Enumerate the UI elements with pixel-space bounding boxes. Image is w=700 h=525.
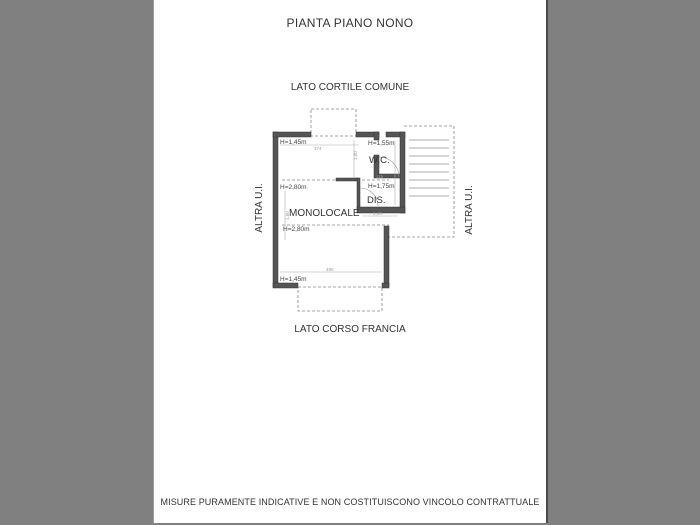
room-label-wc: W.C. <box>369 155 390 166</box>
dis-left-wall <box>357 178 360 209</box>
plan-title: PIANTA PIANO NONO <box>286 16 414 30</box>
floor-plan-sheet <box>153 0 548 523</box>
height-label: H=1,55m <box>368 140 395 147</box>
dimension-label: 374 <box>314 146 322 151</box>
dimension-label: 115 <box>376 174 384 179</box>
stair-outline <box>386 126 454 237</box>
dimension-label: 1,90 <box>353 151 358 160</box>
right-side-label: ALTRA U.I. <box>464 185 475 235</box>
right-wall-lower <box>384 226 389 287</box>
bottom-wall-left <box>273 283 298 288</box>
floor-plan-drawing <box>154 0 546 523</box>
height-label: H=1,45m <box>280 276 307 283</box>
wc-door-jamb <box>374 132 379 140</box>
height-label: H=2,80m <box>280 184 307 191</box>
room-label-monolocale: MONOLOCALE <box>289 208 360 219</box>
dimension-label: 490 <box>326 267 334 272</box>
left-wall <box>273 132 278 287</box>
dimension-label: 1,60 <box>285 211 290 220</box>
top-wall-left <box>273 132 311 137</box>
bottom-side-label: LATO CORSO FRANCIA <box>294 324 406 335</box>
bottom-window-outline <box>298 287 382 311</box>
right-wall-upper <box>400 132 405 213</box>
disclaimer-text: MISURE PURAMENTE INDICATIVE E NON COSTITUISCONO VINCOLO CONTRATTUALE <box>160 497 540 507</box>
height-label: H=1,45m <box>280 139 307 146</box>
top-side-label: LATO CORTILE COMUNE <box>290 82 410 93</box>
top-window-outline <box>311 109 356 136</box>
left-side-label: ALTRA U.I. <box>254 183 265 233</box>
room-label-dis: DIS. <box>367 195 386 206</box>
monolocale-partition <box>336 178 358 181</box>
height-label: H=2,80m <box>283 226 310 233</box>
dimension-label: 1,90 <box>373 211 382 216</box>
height-label: H=1,75m <box>368 183 395 190</box>
bottom-wall-right <box>382 283 389 288</box>
